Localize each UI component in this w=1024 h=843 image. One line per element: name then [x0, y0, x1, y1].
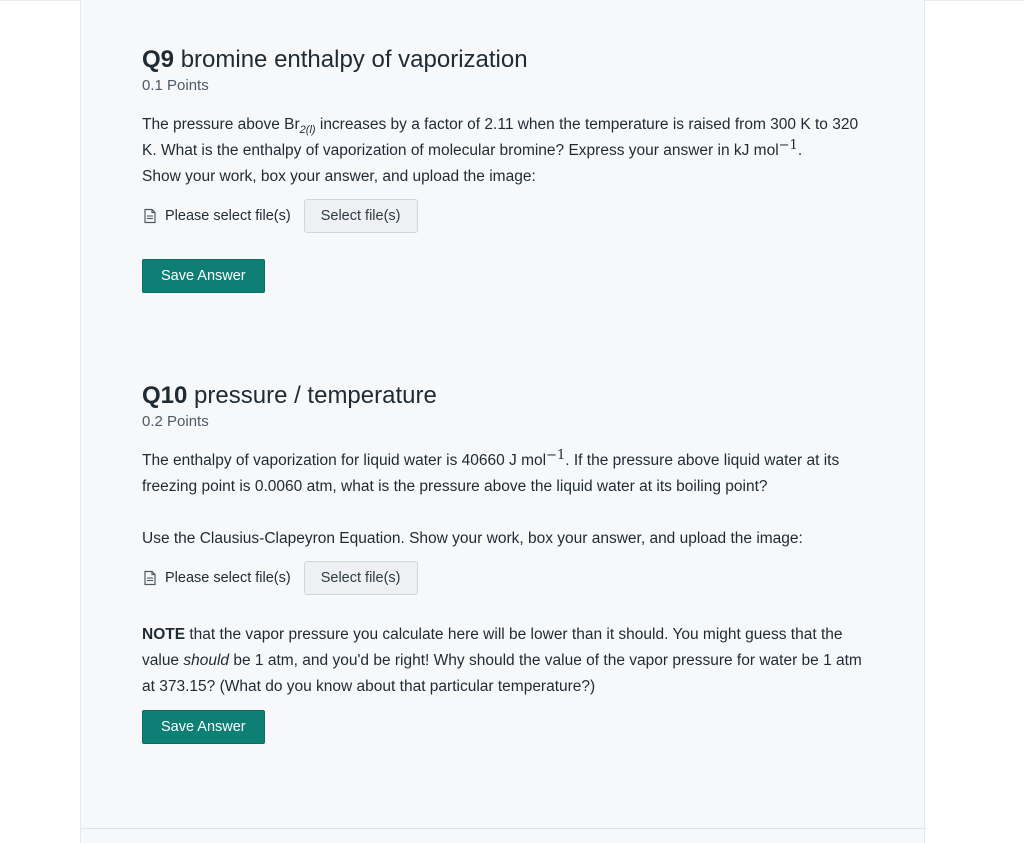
- save-row: [142, 710, 872, 744]
- question-title: [142, 380, 872, 412]
- superscript: −1: [546, 447, 566, 463]
- question-number: Q9: [142, 46, 175, 73]
- question-title-text: bromine enthalpy of vaporization: [180, 46, 528, 73]
- file-doc-icon: [142, 208, 158, 224]
- question-panel: [80, 0, 925, 843]
- question-title-text: pressure / temperature: [194, 382, 437, 409]
- question-q9: [142, 44, 872, 293]
- superscript: −1: [778, 137, 798, 153]
- save-row: [142, 259, 872, 293]
- file-upload-row: [142, 199, 872, 233]
- upload-instruction: Use the Clausius-Clapeyron Equation. Show your work, box your answer, and upload the image:: [142, 530, 803, 547]
- select-files-button[interactable]: Select file(s): [304, 561, 418, 595]
- note-label: NOTE: [142, 626, 186, 643]
- question-q10: [142, 380, 872, 744]
- question-prompt: The enthalpy of vaporization for liquid water is 40660 J mol$^{-1}$. If the pressure above liquid water at its freezing point is 0.0060 atm, what is the pressure above the liquid water at its boiling point?: [142, 447, 840, 495]
- file-status-label: Please select file(s): [165, 208, 291, 224]
- select-files-button[interactable]: Select file(s): [304, 199, 418, 233]
- file-doc-icon: [142, 570, 158, 586]
- bottom-divider: [81, 828, 926, 829]
- note-paragraph: NOTE that the vapor pressure you calculate here will be lower than it should. You might guess that the value should be 1 atm, and you'd be right! Why should the value of the vapor pressure for water be 1 atm at 373.15? (What do you know about that particular temperature?): [142, 626, 862, 695]
- question-points: 0.2 Points: [142, 413, 209, 430]
- save-answer-button[interactable]: Save Answer: [142, 710, 265, 744]
- file-upload-row: [142, 561, 872, 595]
- save-answer-button[interactable]: Save Answer: [142, 259, 265, 293]
- question-prompt: The pressure above $Br_{2(l)}$ increases by a factor of 2.11 when the temperature is raised from 300 K to 320 K. What is the enthalpy of vaporization of molecular bromine? Express your answer in kJ mol$^{-1}$.: [142, 116, 859, 159]
- question-points: 0.1 Points: [142, 77, 209, 94]
- subscript: 2(l): [299, 124, 316, 137]
- question-title: [142, 44, 872, 76]
- file-status-label: Please select file(s): [165, 570, 291, 586]
- upload-instruction: Show your work, box your answer, and upload the image:: [142, 168, 536, 185]
- question-number: Q10: [142, 382, 188, 409]
- emphasis: should: [183, 652, 230, 669]
